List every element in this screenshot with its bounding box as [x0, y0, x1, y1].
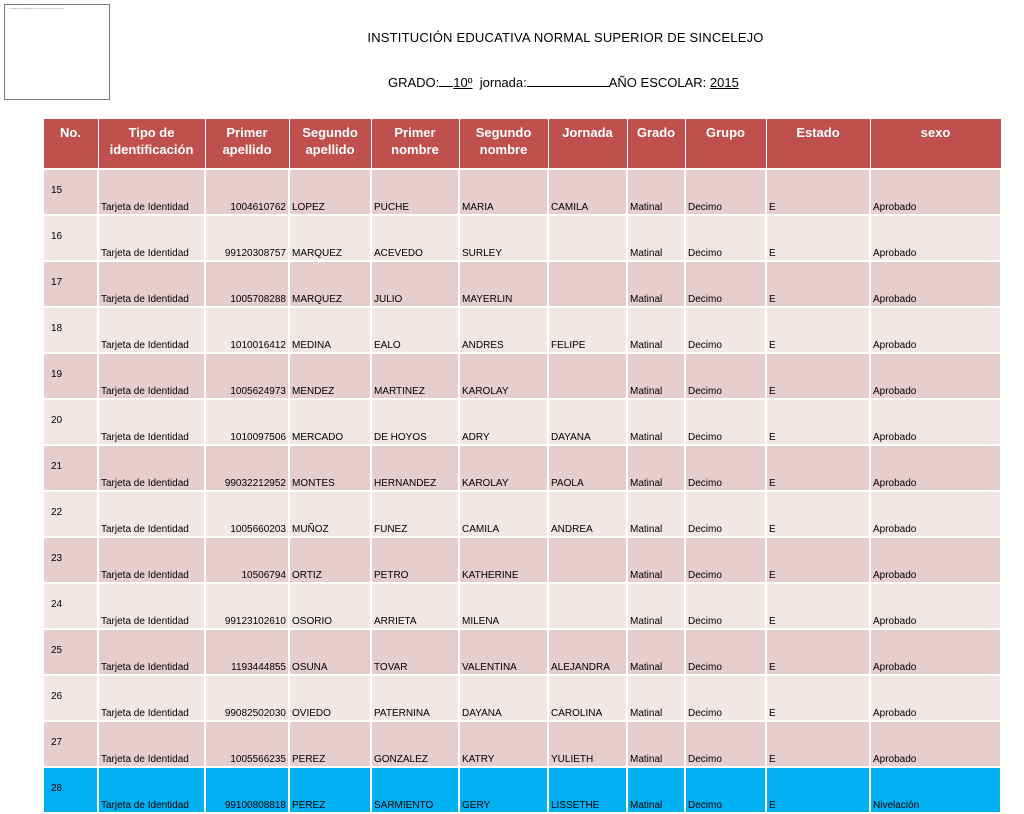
cell-second-surname: PETRO — [371, 537, 459, 583]
cell-id-number: 1005708288 — [205, 261, 289, 307]
column-header: Segundo nombre — [459, 119, 548, 170]
cell-grade: Decimo — [685, 537, 766, 583]
cell-second-name — [548, 537, 627, 583]
cell-row-number: 23 — [43, 537, 98, 583]
cell-id-type: Tarjeta de Identidad — [98, 583, 205, 629]
cell-second-name: CAROLINA — [548, 675, 627, 721]
cell-first-surname: MUÑOZ — [289, 491, 371, 537]
cell-row-number: 27 — [43, 721, 98, 767]
cell-row-number: 16 — [43, 215, 98, 261]
cell-id-type: Tarjeta de Identidad — [98, 675, 205, 721]
cell-first-name: ADRY — [459, 399, 548, 445]
cell-id-number: 99123102610 — [205, 583, 289, 629]
cell-shift: Matinal — [627, 629, 685, 675]
table-row — [43, 261, 1001, 307]
cell-shift: Matinal — [627, 537, 685, 583]
cell-row-number: 20 — [43, 399, 98, 445]
year-label: AÑO ESCOLAR: — [608, 75, 707, 90]
cell-first-name: DAYANA — [459, 675, 548, 721]
cell-group: E — [766, 399, 870, 445]
column-header: Estado — [766, 119, 870, 170]
column-header: Primer nombre — [371, 119, 459, 170]
cell-id-number: 99032212952 — [205, 445, 289, 491]
cell-second-surname: PUCHE — [371, 169, 459, 215]
cell-shift: Matinal — [627, 307, 685, 353]
cell-group: E — [766, 445, 870, 491]
cell-id-number: 10506794 — [205, 537, 289, 583]
cell-shift: Matinal — [627, 353, 685, 399]
grade-line — [388, 74, 739, 90]
cell-grade: Decimo — [685, 491, 766, 537]
cell-first-surname: OSUNA — [289, 629, 371, 675]
table-row — [43, 537, 1001, 583]
cell-shift: Matinal — [627, 491, 685, 537]
grade-value: 10º — [453, 75, 473, 90]
cell-second-surname: TOVAR — [371, 629, 459, 675]
cell-grade: Decimo — [685, 721, 766, 767]
cell-first-name: KAROLAY — [459, 353, 548, 399]
table-row — [43, 399, 1001, 445]
cell-id-number: 1004610762 — [205, 169, 289, 215]
cell-id-type: Tarjeta de Identidad — [98, 399, 205, 445]
cell-second-name — [548, 353, 627, 399]
cell-grade: Decimo — [685, 767, 766, 813]
cell-first-name: KATHERINE — [459, 537, 548, 583]
table-row — [43, 491, 1001, 537]
cell-group: E — [766, 537, 870, 583]
cell-first-name: MILENA — [459, 583, 548, 629]
cell-first-surname: MERCADO — [289, 399, 371, 445]
cell-second-name: YULIETH — [548, 721, 627, 767]
cell-id-type: Tarjeta de Identidad — [98, 169, 205, 215]
cell-group: E — [766, 307, 870, 353]
cell-id-type: Tarjeta de Identidad — [98, 445, 205, 491]
cell-first-name: CAMILA — [459, 491, 548, 537]
cell-row-number: 21 — [43, 445, 98, 491]
table-row — [43, 721, 1001, 767]
cell-status: Aprobado — [870, 583, 1001, 629]
cell-grade: Decimo — [685, 215, 766, 261]
cell-id-number: 99082502030 — [205, 675, 289, 721]
cell-shift: Matinal — [627, 215, 685, 261]
cell-second-name: ANDREA — [548, 491, 627, 537]
cell-first-surname: OVIEDO — [289, 675, 371, 721]
cell-second-surname: GONZALEZ — [371, 721, 459, 767]
cell-grade: Decimo — [685, 307, 766, 353]
cell-first-surname: MARQUEZ — [289, 261, 371, 307]
column-header: sexo — [870, 119, 1001, 170]
cell-status: Aprobado — [870, 215, 1001, 261]
grade-blank-left — [439, 74, 453, 87]
cell-first-name: MARIA — [459, 169, 548, 215]
cell-group: E — [766, 767, 870, 813]
cell-id-type: Tarjeta de Identidad — [98, 215, 205, 261]
cell-second-name: PAOLA — [548, 445, 627, 491]
cell-id-type: Tarjeta de Identidad — [98, 629, 205, 675]
cell-first-surname: MARQUEZ — [289, 215, 371, 261]
cell-shift: Matinal — [627, 721, 685, 767]
cell-shift: Matinal — [627, 767, 685, 813]
cell-row-number: 25 — [43, 629, 98, 675]
cell-id-number: 1010016412 — [205, 307, 289, 353]
cell-row-number: 19 — [43, 353, 98, 399]
cell-id-number: 1005624973 — [205, 353, 289, 399]
cell-status: Aprobado — [870, 721, 1001, 767]
cell-id-type: Tarjeta de Identidad — [98, 537, 205, 583]
cell-status: Aprobado — [870, 491, 1001, 537]
cell-group: E — [766, 721, 870, 767]
table-row — [43, 215, 1001, 261]
table-row — [43, 307, 1001, 353]
cell-group: E — [766, 675, 870, 721]
cell-second-name: DAYANA — [548, 399, 627, 445]
table-row — [43, 353, 1001, 399]
cell-status: Aprobado — [870, 169, 1001, 215]
cell-status: Aprobado — [870, 399, 1001, 445]
cell-second-surname: JULIO — [371, 261, 459, 307]
cell-second-surname: ARRIETA — [371, 583, 459, 629]
cell-status: Aprobado — [870, 261, 1001, 307]
table-row — [43, 629, 1001, 675]
cell-first-surname: PEREZ — [289, 767, 371, 813]
cell-first-name: SURLEY — [459, 215, 548, 261]
cell-first-surname: ORTIZ — [289, 537, 371, 583]
cell-group: E — [766, 491, 870, 537]
cell-grade: Decimo — [685, 445, 766, 491]
cell-first-surname: LOPEZ — [289, 169, 371, 215]
cell-id-type: Tarjeta de Identidad — [98, 721, 205, 767]
logo-placeholder — [4, 4, 110, 100]
cell-group: E — [766, 215, 870, 261]
year-value: 2015 — [709, 75, 739, 90]
cell-group: E — [766, 583, 870, 629]
cell-shift: Matinal — [627, 169, 685, 215]
cell-status: Aprobado — [870, 675, 1001, 721]
logo-caption: La imagen probablemente no se puede mostrar correctamente — [9, 8, 65, 10]
cell-first-surname: MONTES — [289, 445, 371, 491]
cell-second-surname: PATERNINA — [371, 675, 459, 721]
cell-grade: Decimo — [685, 261, 766, 307]
cell-second-name — [548, 261, 627, 307]
cell-first-name: ANDRES — [459, 307, 548, 353]
cell-second-surname: MARTINEZ — [371, 353, 459, 399]
cell-first-surname: MENDEZ — [289, 353, 371, 399]
cell-id-number: 99120308757 — [205, 215, 289, 261]
cell-id-number: 1005566235 — [205, 721, 289, 767]
cell-id-number: 99100808818 — [205, 767, 289, 813]
cell-id-type: Tarjeta de Identidad — [98, 353, 205, 399]
cell-status: Nivelación — [870, 767, 1001, 813]
column-header: Grupo — [685, 119, 766, 170]
cell-status: Aprobado — [870, 307, 1001, 353]
cell-shift: Matinal — [627, 445, 685, 491]
cell-second-surname: SARMIENTO — [371, 767, 459, 813]
cell-row-number: 18 — [43, 307, 98, 353]
cell-status: Aprobado — [870, 537, 1001, 583]
cell-first-surname: OSORIO — [289, 583, 371, 629]
cell-shift: Matinal — [627, 261, 685, 307]
column-header: Grado — [627, 119, 685, 170]
cell-id-type: Tarjeta de Identidad — [98, 261, 205, 307]
cell-status: Aprobado — [870, 629, 1001, 675]
cell-id-number: 1005660203 — [205, 491, 289, 537]
cell-second-name — [548, 583, 627, 629]
cell-second-surname: HERNANDEZ — [371, 445, 459, 491]
column-header: Segundo apellido — [289, 119, 371, 170]
cell-grade: Decimo — [685, 399, 766, 445]
jornada-blank — [527, 74, 609, 87]
cell-second-name: CAMILA — [548, 169, 627, 215]
cell-row-number: 24 — [43, 583, 98, 629]
cell-second-surname: DE HOYOS — [371, 399, 459, 445]
student-table — [42, 118, 1002, 814]
column-header: Tipo de identificación — [98, 119, 205, 170]
table-row — [43, 445, 1001, 491]
cell-group: E — [766, 629, 870, 675]
cell-second-name: FELIPE — [548, 307, 627, 353]
table-row — [43, 169, 1001, 215]
cell-shift: Matinal — [627, 675, 685, 721]
cell-id-number: 1193444855 — [205, 629, 289, 675]
cell-row-number: 26 — [43, 675, 98, 721]
cell-second-surname: ACEVEDO — [371, 215, 459, 261]
column-header: Jornada — [548, 119, 627, 170]
cell-group: E — [766, 353, 870, 399]
cell-first-surname: MEDINA — [289, 307, 371, 353]
cell-row-number: 17 — [43, 261, 98, 307]
cell-row-number: 28 — [43, 767, 98, 813]
cell-first-name: KATRY — [459, 721, 548, 767]
table-header-row — [43, 119, 1001, 170]
cell-id-number: 1010097506 — [205, 399, 289, 445]
cell-id-type: Tarjeta de Identidad — [98, 491, 205, 537]
cell-grade: Decimo — [685, 169, 766, 215]
cell-status: Aprobado — [870, 353, 1001, 399]
cell-first-name: MAYERLIN — [459, 261, 548, 307]
cell-second-name — [548, 215, 627, 261]
table-row — [43, 583, 1001, 629]
cell-shift: Matinal — [627, 399, 685, 445]
cell-first-name: KAROLAY — [459, 445, 548, 491]
cell-status: Aprobado — [870, 445, 1001, 491]
cell-group: E — [766, 261, 870, 307]
cell-grade: Decimo — [685, 675, 766, 721]
cell-id-type: Tarjeta de Identidad — [98, 307, 205, 353]
cell-second-surname: EALO — [371, 307, 459, 353]
cell-second-name: LISSETHE — [548, 767, 627, 813]
table-row — [43, 675, 1001, 721]
cell-row-number: 22 — [43, 491, 98, 537]
grade-label: GRADO: — [388, 75, 440, 90]
column-header: Primer apellido — [205, 119, 289, 170]
cell-grade: Decimo — [685, 583, 766, 629]
cell-grade: Decimo — [685, 629, 766, 675]
cell-second-surname: FUNEZ — [371, 491, 459, 537]
cell-first-surname: PEREZ — [289, 721, 371, 767]
column-header: No. — [43, 119, 98, 170]
cell-first-name: GERY — [459, 767, 548, 813]
cell-group: E — [766, 169, 870, 215]
cell-second-name: ALEJANDRA — [548, 629, 627, 675]
cell-shift: Matinal — [627, 583, 685, 629]
cell-row-number: 15 — [43, 169, 98, 215]
table-row — [43, 767, 1001, 813]
cell-grade: Decimo — [685, 353, 766, 399]
cell-id-type: Tarjeta de Identidad — [98, 767, 205, 813]
document-title: INSTITUCIÓN EDUCATIVA NORMAL SUPERIOR DE SINCELEJO — [367, 30, 764, 45]
jornada-label: jornada: — [479, 75, 527, 90]
cell-first-name: VALENTINA — [459, 629, 548, 675]
